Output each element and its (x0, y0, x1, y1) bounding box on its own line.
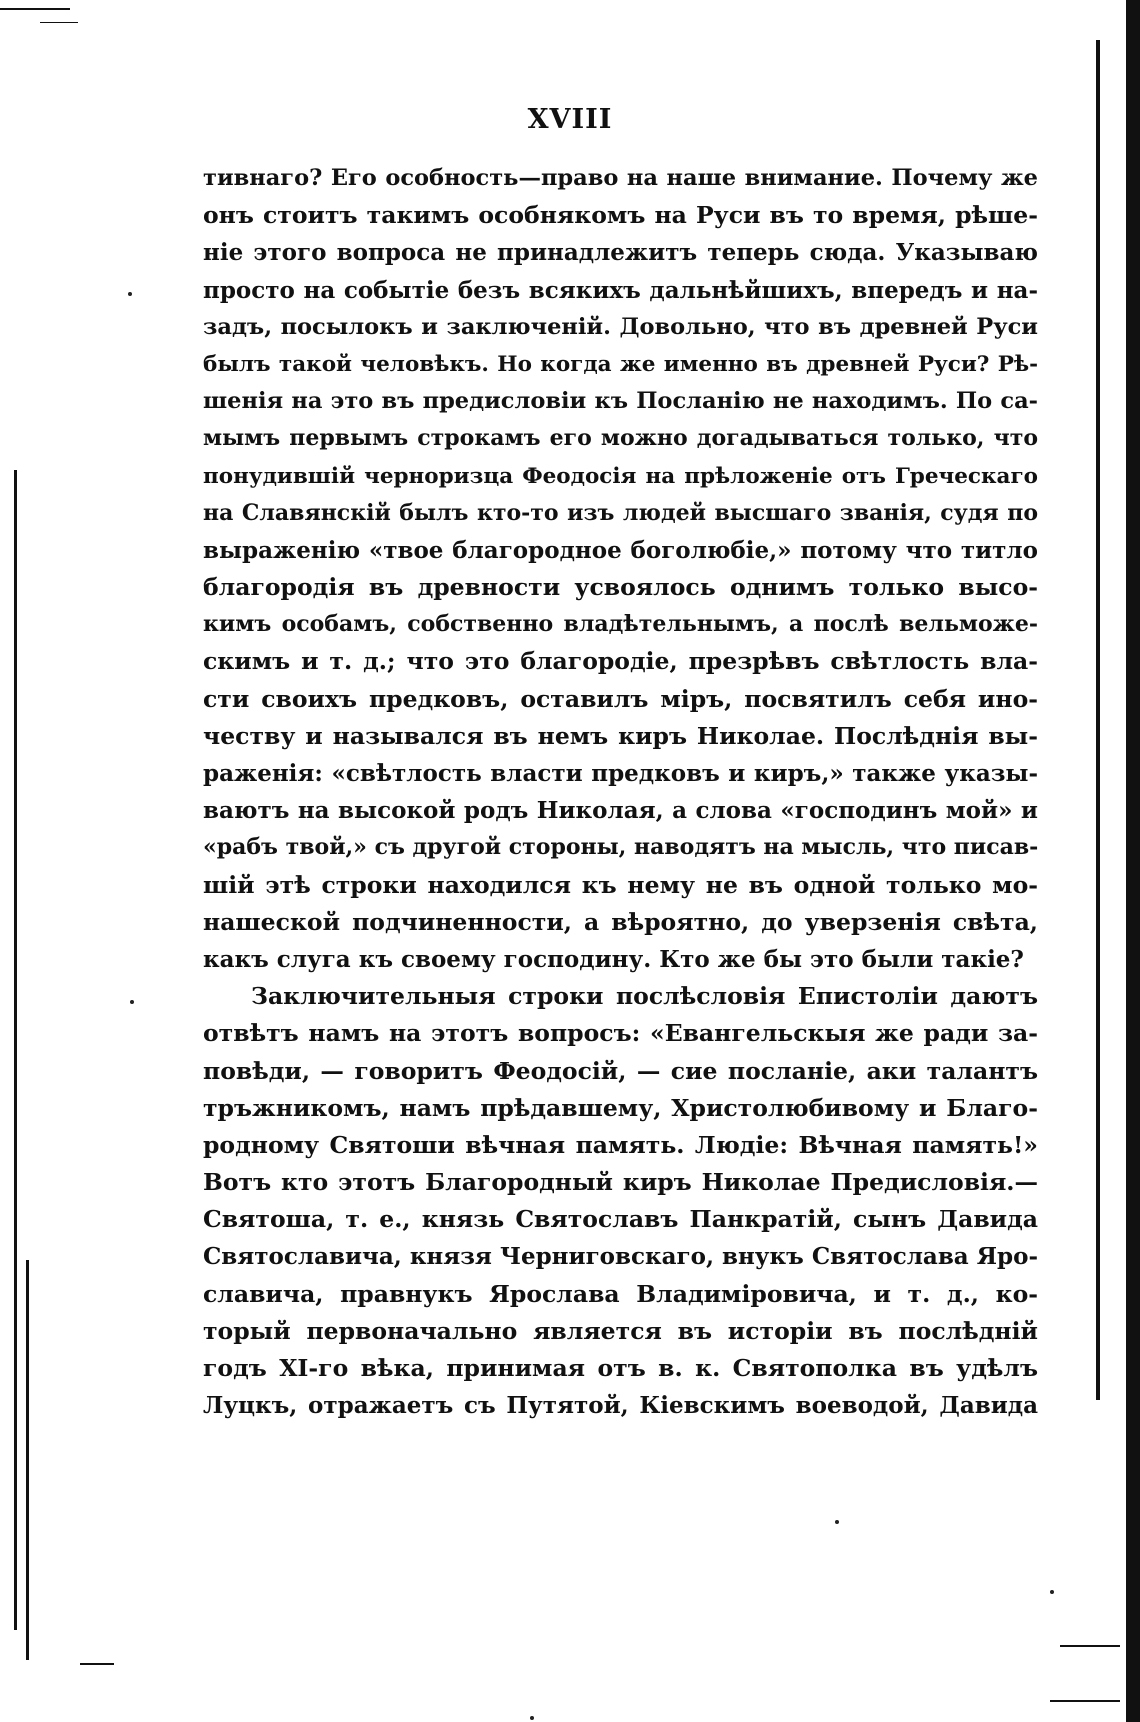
text-line: былъ такой человѣкъ. Но когда же именно въ древней Руси? Рѣ- (203, 351, 1038, 377)
text-line: шій этѣ строки находился къ нему не въ одной только мо- (203, 870, 1038, 899)
text-line: годъ XI-го вѣка, принимая отъ в. к. Святополка въ удѣлъ (203, 1354, 1038, 1382)
text-line: скимъ и т. д.; что это благородіе, презрѣвъ свѣтлость вла- (203, 647, 1038, 676)
scan-edge-left-inner (26, 1260, 29, 1660)
text-line: онъ стоитъ такимъ особнякомъ на Руси въ то время, рѣше- (203, 201, 1038, 230)
body-text (203, 160, 1038, 1424)
text-line: Луцкъ, отражаетъ съ Путятой, Кіевскимъ воеводой, Давида (203, 1392, 1038, 1420)
scan-edge-right (1126, 0, 1140, 1722)
scan-mark-bottom-right (1060, 1645, 1120, 1647)
text-line: повѣди, — говоритъ Феодосій, — сие посланіе, аки талантъ (203, 1056, 1038, 1085)
text-line: нашеской подчиненности, а вѣроятно, до уверзенія свѣта, (203, 907, 1038, 936)
text-line: выраженію «твое благородное боголюбіе,» потому что титло (203, 536, 1038, 564)
text-line: сти своихъ предковъ, оставилъ міръ, посвятилъ себя ино- (203, 684, 1038, 713)
text-line: кимъ особамъ, собственно владѣтельнымъ, а послѣ вельможе- (203, 611, 1038, 638)
scan-speck (128, 292, 132, 296)
text-line: понудившій черноризца Феодосія на прѣложеніе отъ Греческаго (203, 463, 1038, 489)
text-line: Заключительныя строки послѣсловія Епистоліи даютъ (251, 982, 1038, 1011)
scan-mark-bottom-left (80, 1663, 114, 1665)
text-line: задъ, посылокъ и заключеній. Довольно, что въ древней Руси (203, 313, 1038, 340)
scan-speck (130, 1000, 134, 1004)
text-line: славича, правнукъ Ярослава Владиміровича, и т. д., ко- (203, 1279, 1038, 1308)
text-line: благородія въ древности усвоялось однимъ только высо- (203, 573, 1038, 602)
scan-mark-top-small (40, 22, 78, 23)
scan-edge-left (14, 470, 17, 1630)
text-line: «рабъ твой,» съ другой стороны, наводятъ на мысль, что писав- (203, 834, 1038, 861)
scan-speck (835, 1520, 839, 1524)
text-line: Святославича, князя Черниговскаго, внукъ Святослава Яро- (203, 1243, 1038, 1271)
text-line: отвѣтъ намъ на этотъ вопросъ: «Евангельскыя же ради за- (203, 1019, 1038, 1048)
text-line: честву и назывался въ немъ киръ Николае. Послѣднія вы- (203, 721, 1038, 750)
text-line: тивнаго? Его особность—право на наше внимание. Почему же (203, 165, 1038, 191)
text-line: родному Святоши вѣчная память. Людіе: Вѣчная память!» (203, 1130, 1038, 1159)
text-line: раженія: «свѣтлость власти предковъ и киръ,» также указы- (203, 760, 1038, 787)
text-line: шенія на это въ предисловіи къ Посланію не находимъ. По са- (203, 388, 1038, 415)
scan-mark-top (0, 8, 70, 10)
text-line: на Славянскій былъ кто-то изъ людей высшаго званія, судя по (203, 499, 1038, 526)
scan-mark-bottom-right-2 (1050, 1700, 1120, 1702)
text-line: торый первоначально является въ исторіи въ послѣдній (203, 1316, 1038, 1345)
text-line: мымъ первымъ строкамъ его можно догадываться только, что (203, 425, 1038, 452)
text-line: тръжникомъ, намъ прѣдавшему, Христолюбивому и Благо- (203, 1093, 1038, 1122)
scan-speck (530, 1716, 534, 1720)
text-line: какъ слуга къ своему господину. Кто же бы это были такіе? (203, 945, 1024, 973)
text-line: просто на событіе безъ всякихъ дальнѣйшихъ, впередъ и на- (203, 276, 1038, 304)
text-line: ваютъ на высокой родъ Николая, а слова «господинъ мой» и (203, 797, 1038, 825)
text-line: Святоша, т. е., князь Святославъ Панкратій, сынъ Давида (203, 1205, 1038, 1234)
scan-speck (1050, 1590, 1054, 1594)
scan-edge-right-thin (1096, 40, 1100, 1400)
text-line: Вотъ кто этотъ Благородный киръ Николае Предисловія.— (203, 1168, 1038, 1197)
page-number: XVIII (527, 104, 613, 135)
text-line: ніе этого вопроса не принадлежитъ теперь сюда. Указываю (203, 239, 1038, 267)
